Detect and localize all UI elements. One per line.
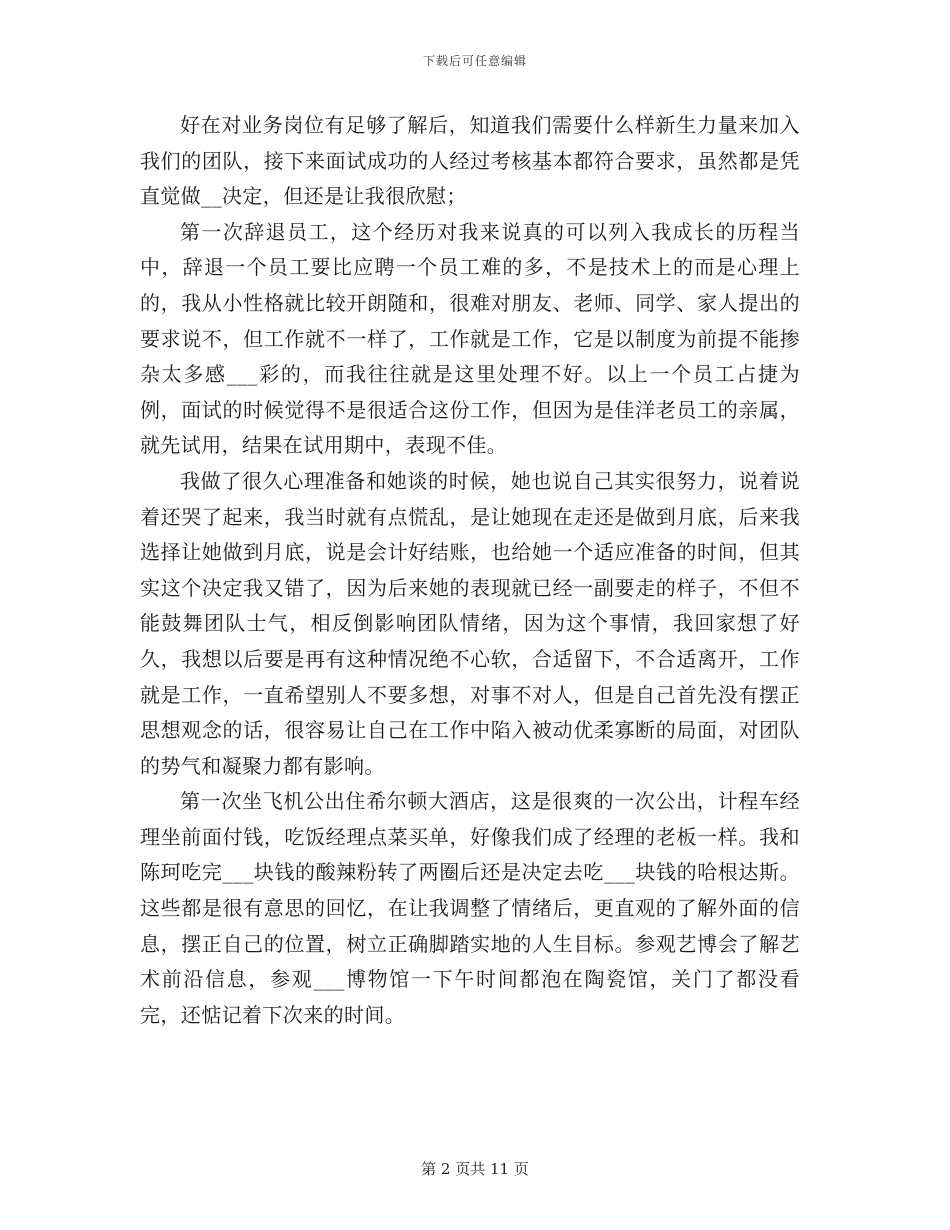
page-number-footer: 第 2 页共 11 页 [421, 1160, 529, 1178]
page-header: 下载后可任意编辑 [422, 54, 527, 68]
paragraph-4: 第一次坐飞机公出住希尔顿大酒店，这是很爽的一次公出，计程车经理坐前面付钱，吃饭经理点菜买单，好像我们成了经理的老板一样。我和陈珂吃完___块钱的酸辣粉转了两圈后还是决定去吃___块钱的哈根达斯。这些都是很有意思的回忆，在让我调整了情绪后，更直观的了解外面的信息，摆正自己的位置，树立正确脚踏实地的人生目标。参观艺博会了解艺术前沿信息，参观___博物馆一下午时间都泡在陶瓷馆，关门了都没看完，还惦记着下次来的时间。 [140, 789, 800, 1027]
paragraph-1: 好在对业务岗位有足够了解后，知道我们需要什么样新生力量来加入我们的团队，接下来面试成功的人经过考核基本都符合要求，虽然都是凭直觉做__决定，但还是让我很欣慰； [140, 113, 800, 209]
paragraph-3: 我做了很久心理准备和她谈的时候，她也说自己其实很努力，说着说着还哭了起来，我当时就有点慌乱，是让她现在走还是做到月底，后来我选择让她做到月底，说是会计好结账，也给她一个适应准备的时间，但其实这个决定我又错了，因为后来她的表现就已经一副要走的样子，不但不能鼓舞团队士气，相反倒影响团队情绪，因为这个事情，我回家想了好久，我想以后要是再有这种情况绝不心软，合适留下，不合适离开，工作就是工作，一直希望别人不要多想，对事不对人，但是自己首先没有摆正思想观念的话，很容易让自己在工作中陷入被动优柔寡断的局面，对团队的势气和凝聚力都有影响。 [140, 468, 800, 778]
paragraph-2: 第一次辞退员工，这个经历对我来说真的可以列入我成长的历程当中，辞退一个员工要比应聘一个员工难的多，不是技术上的而是心理上的，我从小性格就比较开朗随和，很难对朋友、老师、同学、家人提出的要求说不，但工作就不一样了，工作就是工作，它是以制度为前提不能掺杂太多感___彩的，而我往往就是这里处理不好。以上一个员工占捷为例，面试的时候觉得不是很适合这份工作，但因为是佳洋老员工的亲属，就先试用，结果在试用期中，表现不佳。 [140, 219, 800, 458]
document-body [140, 108, 800, 1033]
